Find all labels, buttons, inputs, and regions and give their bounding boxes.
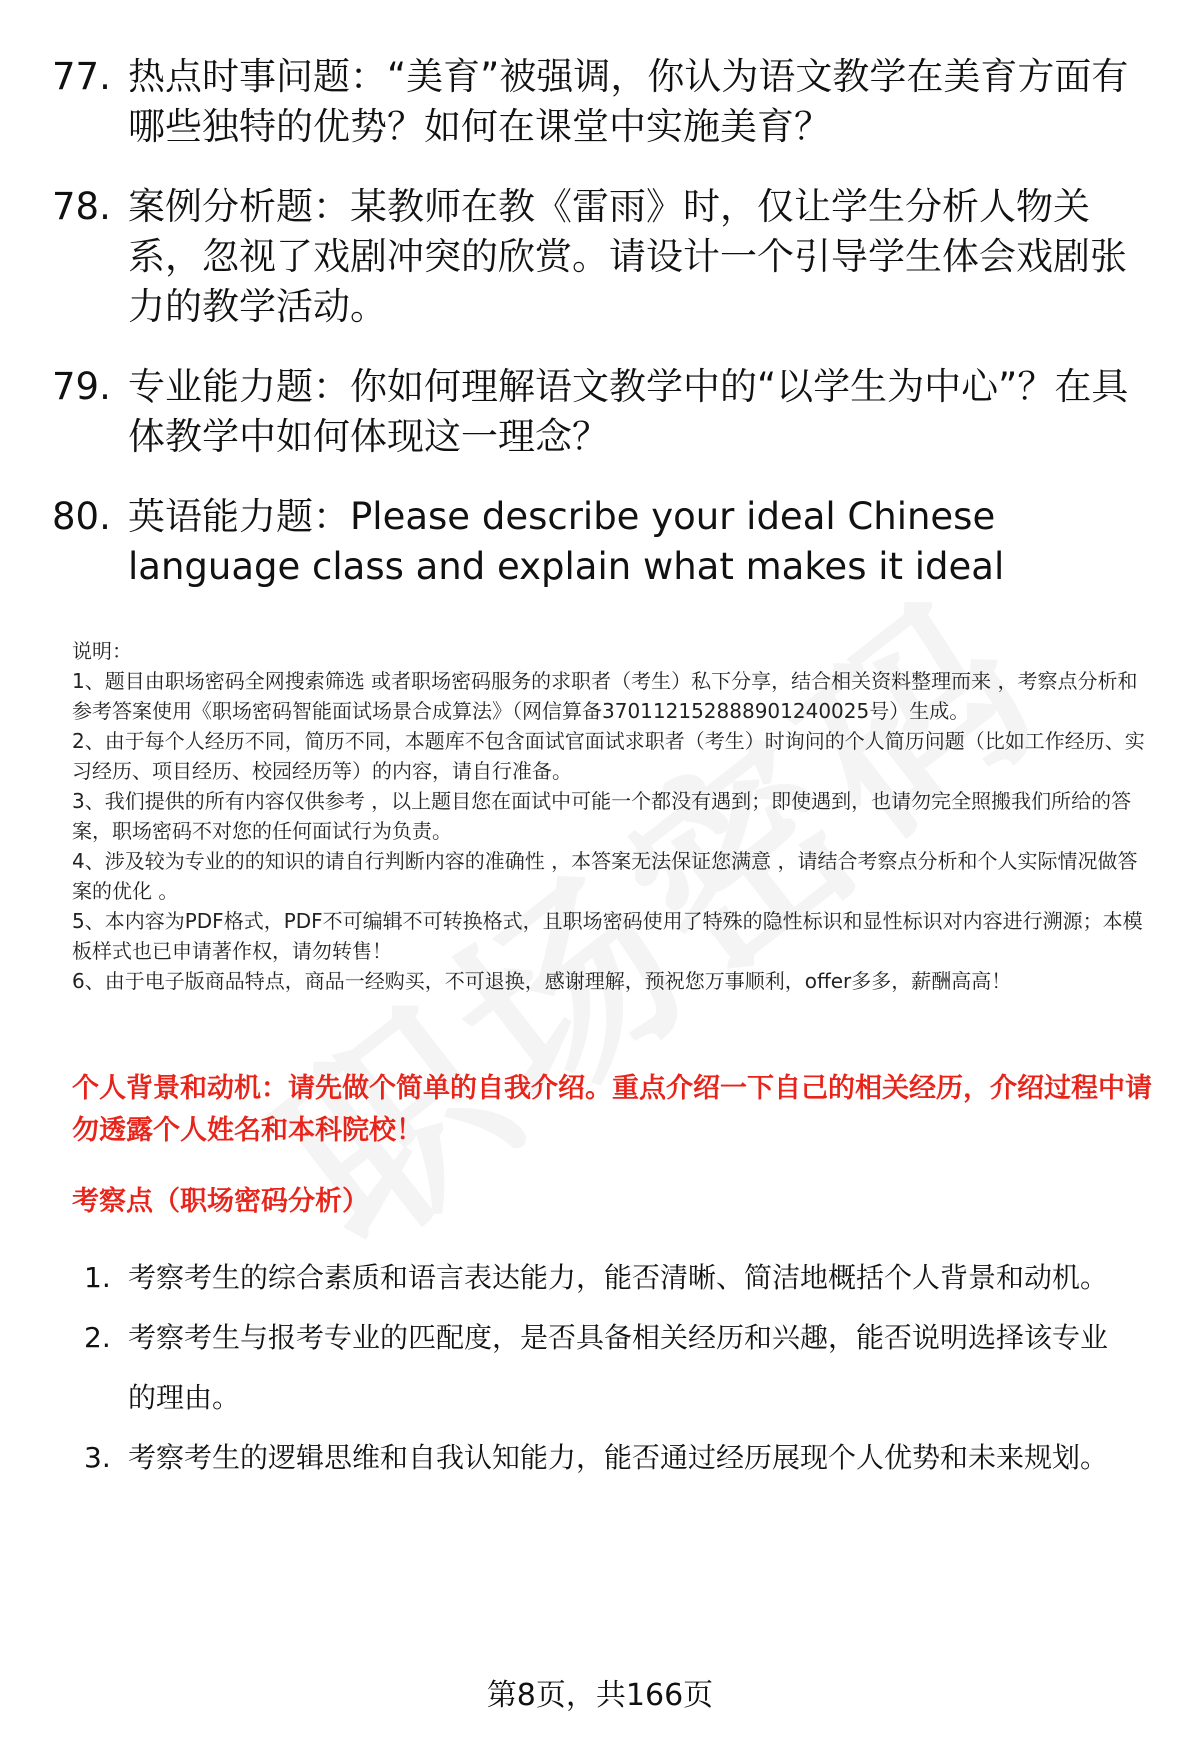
question-item [52, 492, 1152, 592]
question-text: 案例分析题：某教师在教《雷雨》时，仅让学生分析人物关系，忽视了戏剧冲突的欣赏。请设计一个引导学生体会戏剧张力的教学活动。 [128, 185, 1127, 328]
question-text: 专业能力题：你如何理解语文教学中的“以学生为中心”？在具体教学中如何体现这一理念？ [128, 365, 1129, 458]
point-text: 考察考生的逻辑思维和自我认知能力，能否通过经历展现个人优势和未来规划。 [128, 1441, 1109, 1474]
point-list [84, 1248, 1134, 1488]
question-item [52, 52, 1152, 152]
question-item [52, 182, 1152, 332]
point-item [84, 1308, 1134, 1428]
note-item: 1、题目由职场密码全网搜索筛选 或者职场密码服务的求职者（考生）私下分享，结合相关资料整理而来 ，考察点分析和参考答案使用《职场密码智能面试场景合成算法》（网信算备370112152888901240025号）生成。 [72, 669, 1138, 723]
note-item: 2、由于每个人经历不同，简历不同，本题库不包含面试官面试求职者（考生）时询问的个人简历问题（比如工作经历、实习经历、项目经历、校园经历等）的内容，请自行准备。 [72, 729, 1145, 783]
question-text: 英语能力题：Please describe your ideal Chinese language class and explain what makes it ideal [128, 495, 1005, 588]
point-number: 3. [84, 1441, 111, 1474]
note-item: 6、由于电子版商品特点，商品一经购买，不可退换，感谢理解，预祝您万事顺利，offer多多，薪酬高高！ [72, 969, 1012, 993]
note-item: 3、我们提供的所有内容仅供参考 ，以上题目您在面试中可能一个都没有遇到；即使遇到，也请勿完全照搬我们所给的答案，职场密码不对您的任何面试行为负责。 [72, 789, 1132, 843]
note-item: 5、本内容为PDF格式，PDF不可编辑不可转换格式，且职场密码使用了特殊的隐性标识和显性标识对内容进行溯源；本模板样式也已申请著作权，请勿转售！ [72, 909, 1143, 963]
point-text: 考察考生的综合素质和语言表达能力，能否清晰、简洁地概括个人背景和动机。 [128, 1261, 1109, 1294]
note-item: 4、涉及较为专业的的知识的请自行判断内容的准确性 ，本答案无法保证您满意 ，请结合考察点分析和个人实际情况做答案的优化 。 [72, 849, 1138, 903]
point-number: 1. [84, 1261, 111, 1294]
question-number: 80. [52, 495, 111, 538]
point-text: 考察考生与报考专业的匹配度，是否具备相关经历和兴趣，能否说明选择该专业的理由。 [128, 1321, 1109, 1414]
question-item [52, 362, 1152, 462]
page-number: 第8页，共166页 [486, 1678, 714, 1713]
question-number: 79. [52, 365, 111, 408]
section-heading: 个人背景和动机：请先做个简单的自我介绍。重点介绍一下自己的相关经历，介绍过程中请勿透露个人姓名和本科院校！ [72, 1073, 1152, 1146]
section-subheading: 考察点（职场密码分析） [72, 1186, 369, 1217]
question-number: 78. [52, 185, 111, 228]
question-list [52, 52, 1152, 622]
question-text: 热点时事问题：“美育”被强调，你认为语文教学在美育方面有哪些独特的优势？如何在课堂中实施美育？ [128, 55, 1129, 148]
point-item [84, 1428, 1134, 1488]
notes-title: 说明： [72, 639, 132, 663]
question-number: 77. [52, 55, 111, 98]
notes-block [72, 636, 1152, 996]
point-item [84, 1248, 1134, 1308]
point-number: 2. [84, 1321, 111, 1354]
